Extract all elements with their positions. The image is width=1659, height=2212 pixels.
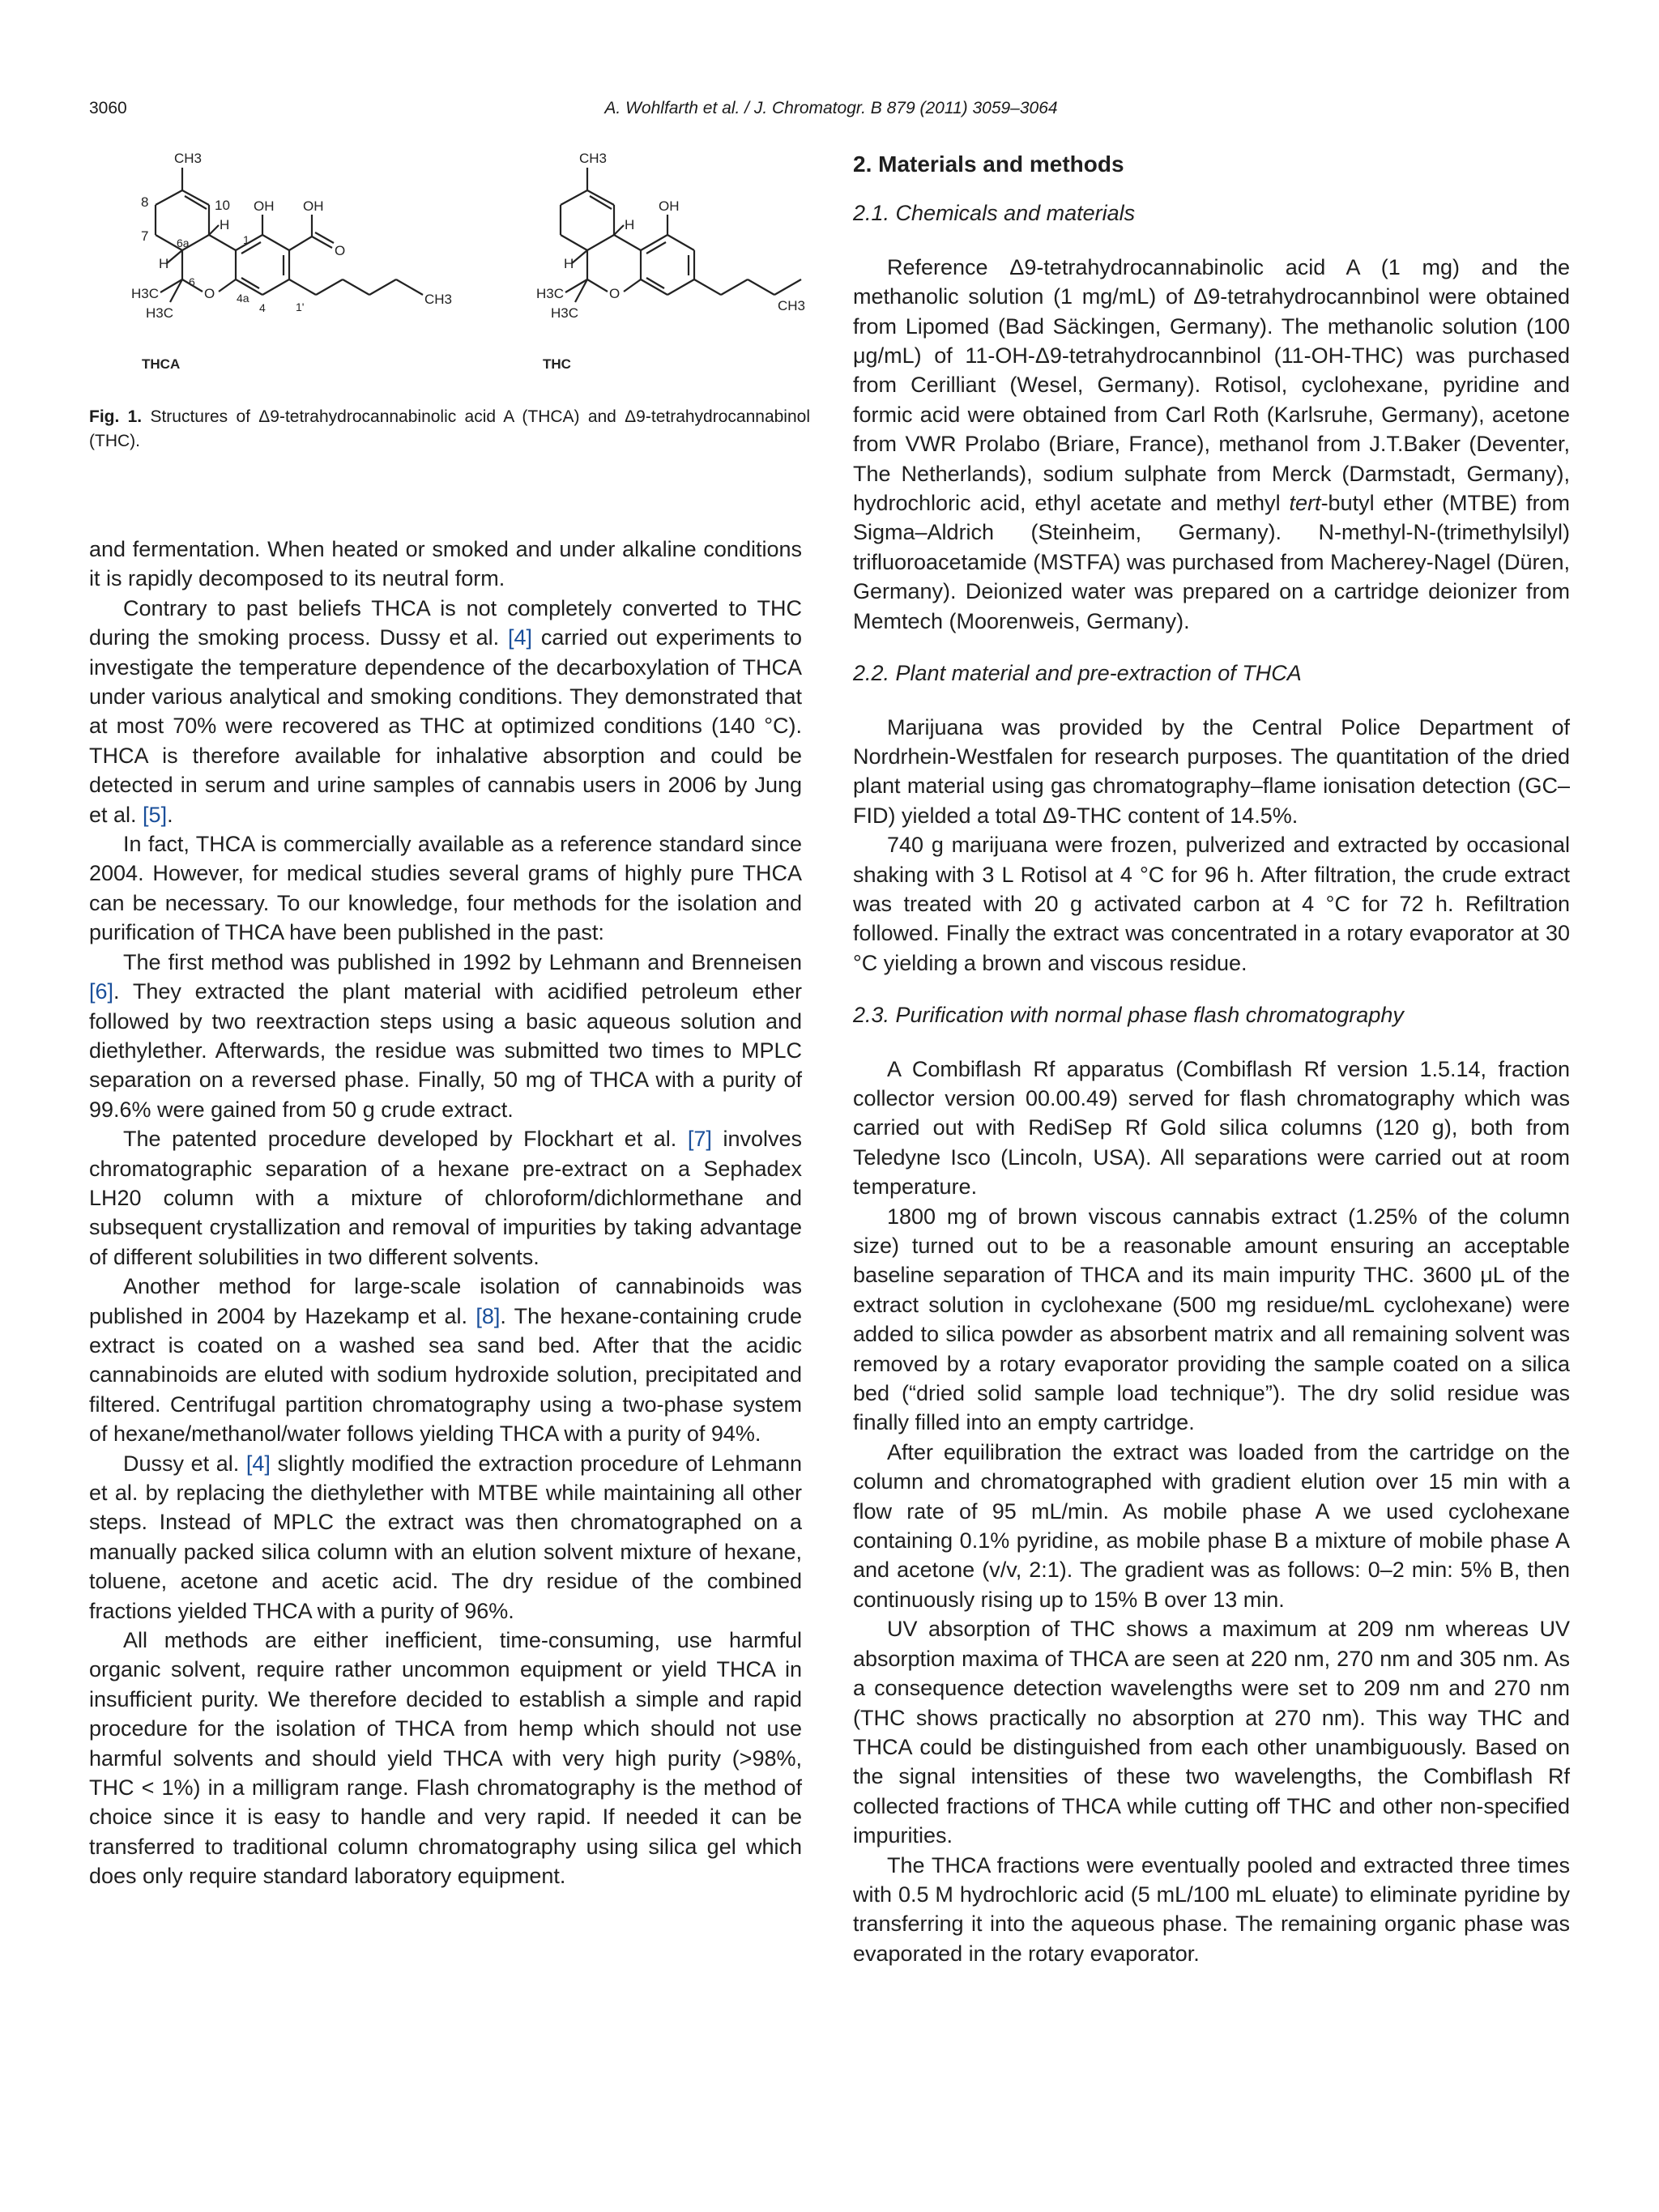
thc-structure — [561, 168, 801, 302]
thc-atom-labels — [536, 151, 805, 372]
thc-h-lower: H — [564, 256, 574, 271]
thc-h-upper: H — [625, 217, 635, 232]
thc-ch3-chain: CH3 — [778, 298, 806, 313]
thca-label-4: 4 — [259, 301, 266, 314]
subsection-heading: 2.3. Purification with normal phase flash chromatography — [853, 1003, 1404, 1028]
thca-oh-cooh: OH — [303, 198, 324, 214]
paragraph: The patented procedure developed by Flockhart et al. [7] involves chromatographic separation of a hexane pre-extract on a Sephadex LH20 column with a mixture of chloroform/dichlormethane and subsequent crystallization and removal of impurities by taking advantage of different solubilities in two different solvents. — [89, 1127, 802, 1269]
thca-ch3-chain: CH3 — [424, 292, 453, 307]
thca-label-10: 10 — [215, 198, 230, 213]
thca-label-1: 1 — [243, 233, 249, 246]
thc-h3c-2: H3C — [551, 305, 579, 321]
citation-link[interactable]: [7] — [687, 1127, 712, 1152]
thca-oh-1: OH — [254, 198, 275, 214]
thca-label-8: 8 — [141, 194, 149, 210]
thca-label-6: 6 — [189, 275, 195, 288]
running-head — [89, 99, 1573, 126]
paragraph: Dussy et al. [4] slightly modified the extraction procedure of Lehmann et al. by replacing the diethylether with MTBE while maintaining all other steps. Instead of MPLC the extract was then chromatographed on a manually packed silica column with an elution solvent mixture of hexane, toluene, acetone and acetic acid. The dry residue of the combined fractions yielded THCA with a purity of 96%. — [89, 1451, 802, 1623]
thca-atom-labels — [131, 151, 452, 372]
thca-label-6a: 6a — [177, 237, 190, 249]
paragraph: Reference Δ9-tetrahydrocannabinolic acid A (1 mg) and the methanolic solution (1 mg/mL) of Δ9-tetrahydrocannbinol were obtained from Lipomed (Bad Säckingen, Germany). The methanolic solution (100 μg/mL) of 11-OH-Δ9-tetrahydrocannbinol (11-OH-THC) was purchased from Cerilliant (Wesel, Germany). Rotisol, cyclohexane, pyridine and formic acid were obtained from Carl Roth (Karlsruhe, Germany), acetone from VWR Prolabo (Briare, France), methanol from J.T.Baker (Deventer, The Netherlands), sodium sulphate from Merck (Darmstadt, Germany), hydrochloric acid, ethyl acetate and methyl tert-butyl ether (MTBE) from Sigma–Aldrich (Steinheim, Germany). N-methyl-N-(trimethylsilyl) trifluoroacetamide (MSTFA) was purchased from Macherey-Nagel (Düren, Germany). Deionized water was prepared on a cartridge deionizer from Memtech (Moorenweis, Germany). — [853, 254, 1570, 633]
paragraph: Another method for large-scale isolation of cannabinoids was published in 2004 by Hazekamp et al. [8]. The hexane-containing crude extract is coated on a washed sea sand bed. After that the acidic cannabinoids are eluted with sodium hydroxide solution, precipitated and filtered. Centrifugal partition chromatography using a two-phase system of hexane/methanol/water follows yielding THCA with a purity of 94%. — [89, 1274, 803, 1447]
thc-h3c-1: H3C — [536, 286, 565, 301]
figure-caption-text: Structures of Δ9-tetrahydrocannabinolic acid A (THCA) and Δ9-tetrahydrocannabinol (THC). — [89, 407, 810, 450]
citation-link[interactable]: [8] — [476, 1303, 501, 1328]
thca-o-carbonyl: O — [335, 243, 346, 258]
paragraph: A Combiflash Rf apparatus (Combiflash Rf version 1.5.14, fraction collector version 00.00.49) served for flash chromatography which was carried out with RediSep Rf Gold silica columns (120 g), both from Teledyne Isco (Lincoln, USA). All separations were carried out at room temperature. — [853, 1056, 1570, 1200]
paragraph: The THCA fractions were eventually pooled and extracted three times with 0.5 M hydrochloric acid (5 mL/100 mL eluate) to eliminate pyridine by transferring it into the aqueous phase. The remaining organic phase was evaporated in the rotary evaporator. — [853, 1852, 1570, 1966]
section-heading: 2. Materials and methods — [853, 151, 1124, 177]
paragraph: Marijuana was provided by the Central Police Department of Nordrhein-Westfalen for research purposes. The quantitation of the dried plant material using gas chromatography–flame ionisation detection (GC–FID) yielded a total Δ9-THC content of 14.5%. — [853, 714, 1570, 828]
thca-structure — [156, 168, 423, 302]
citation-link[interactable]: [6] — [89, 979, 114, 1004]
subsection-heading: 2.1. Chemicals and materials — [853, 201, 1136, 226]
paragraph: UV absorption of THC shows a maximum at 209 nm whereas UV absorption maxima of THCA are seen at 220 nm, 270 nm and 305 nm. As a consequence detection wavelengths were set to 209 nm and 270 nm (THC shows practically no absorption at 270 nm). This way THC and THCA could be distinguished from each other unambiguously. Based on the signal intensities of these two wavelengths, the Combiflash Rf collected fractions of THCA while cutting off THC and other non-specified impurities. — [853, 1617, 1570, 1848]
paragraph: 1800 mg of brown viscous cannabis extract (1.25% of the column size) turned out to be a reasonable amount ensuring an acceptable baseline separation of THCA and its main impurity THC. 3600 μL of the extract solution in cyclohexane (500 mg residue/mL cyclohexane) were added to silica powder as absorbent matrix and all remaining solvent was removed by a rotary evaporator providing the sample coated on a silica bed (“dried solid sample load technique”). The dry solid residue was finally filled into an empty cartridge. — [853, 1204, 1570, 1435]
thc-oh: OH — [659, 198, 680, 214]
subsection-heading: 2.2. Plant material and pre-extraction of THCA — [853, 661, 1302, 686]
thca-h3c-1: H3C — [131, 286, 160, 301]
paragraph: The first method was published in 1992 by Lehmann and Brenneisen [6]. They extracted the plant material with acidified petroleum ether followed by two reextraction steps using a basic aqueous solution and diethylether. Afterwards, the residue was submitted two times to MPLC separation on a reversed phase. Finally, 50 mg of THCA with a purity of 99.6% were gained from 50 g crude extract. — [89, 949, 802, 1122]
paragraph: Contrary to past beliefs THCA is not completely converted to THC during the smoking process. Dussy et al. [4] carried out experiments to investigate the temperature dependence of the decarboxylation of THCA under various analytical and smoking conditions. They demonstrated that at most 70% were recovered as THC at optimized conditions (140 °C). THCA is therefore available for inhalative absorption and could be detected in serum and urine samples of cannabis users in 2006 by Jung et al. [5]. — [89, 595, 802, 827]
paragraph: and fermentation. When heated or smoked and under alkaline conditions it is rapidly decomposed to its neutral form. — [89, 537, 802, 591]
figure-label: Fig. 1. — [89, 407, 143, 426]
thca-o-ring: O — [204, 286, 215, 301]
page-number: 3060 — [89, 99, 127, 117]
citation-link[interactable]: [4] — [245, 1451, 271, 1476]
thca-label-7: 7 — [141, 228, 149, 244]
right-column — [853, 150, 1570, 1968]
thca-h-lower: H — [159, 256, 169, 271]
thc-name: THC — [543, 356, 571, 372]
thca-ch3-top: CH3 — [174, 151, 203, 166]
figure-caption — [89, 405, 810, 454]
figure-1 — [89, 150, 810, 458]
thca-name: THCA — [142, 356, 181, 372]
paragraph: In fact, THCA is commercially available as a reference standard since 2004. However, for medical studies several grams of highly pure THCA can be necessary. To our knowledge, four methods for the isolation and purification of THCA have been published in the past: — [89, 832, 802, 945]
paragraph: After equilibration the extract was loaded from the cartridge on the column and chromatographed with gradient elution over 15 min with a flow rate of 95 mL/min. As mobile phase A we used cyclohexane containing 0.1% pyridine, as mobile phase B a mixture of mobile phase A and acetone (v/v, 2:1). The gradient was as follows: 0–2 min: 5% B, then continuously rising up to 15% B over 13 min. — [853, 1439, 1570, 1612]
citation-link[interactable]: [4] — [508, 625, 533, 650]
thca-label-4a: 4a — [237, 292, 249, 305]
thc-o-ring: O — [609, 286, 621, 301]
journal-reference: A. Wohlfarth et al. / J. Chromatogr. B 879 (2011) 3059–3064 — [604, 99, 1058, 117]
thca-h-upper: H — [220, 217, 230, 232]
thc-ch3-top: CH3 — [579, 151, 608, 166]
paragraph: All methods are either inefficient, time-consuming, use harmful organic solvent, require rather uncommon equipment or yield THCA in insufficient purity. We therefore decided to establish a simple and rapid procedure for the isolation of THCA from hemp which should not use harmful solvents and should yield THCA with very high purity (>98%, THC < 1%) in a milligram range. Flash chromatography is the method of choice since it is easy to handle and very rapid. If needed it can be transferred to traditional column chromatography using silica gel which does only require standard laboratory equipment. — [89, 1628, 802, 1889]
paragraph: 740 g marijuana were frozen, pulverized and extracted by occasional shaking with 3 L Rotisol at 4 °C for 96 h. After filtration, the crude extract was treated with 20 g activated carbon at 4 °C for 72 h. Refiltration followed. Finally the extract was concentrated in a rotary evaporator at 30 °C yielding a brown and viscous residue. — [853, 833, 1570, 975]
citation-link[interactable]: [5] — [143, 802, 168, 827]
chemical-structures — [89, 150, 810, 393]
left-column — [89, 535, 802, 1891]
thca-label-1prime: 1' — [296, 300, 305, 313]
thca-h3c-2: H3C — [146, 305, 174, 321]
